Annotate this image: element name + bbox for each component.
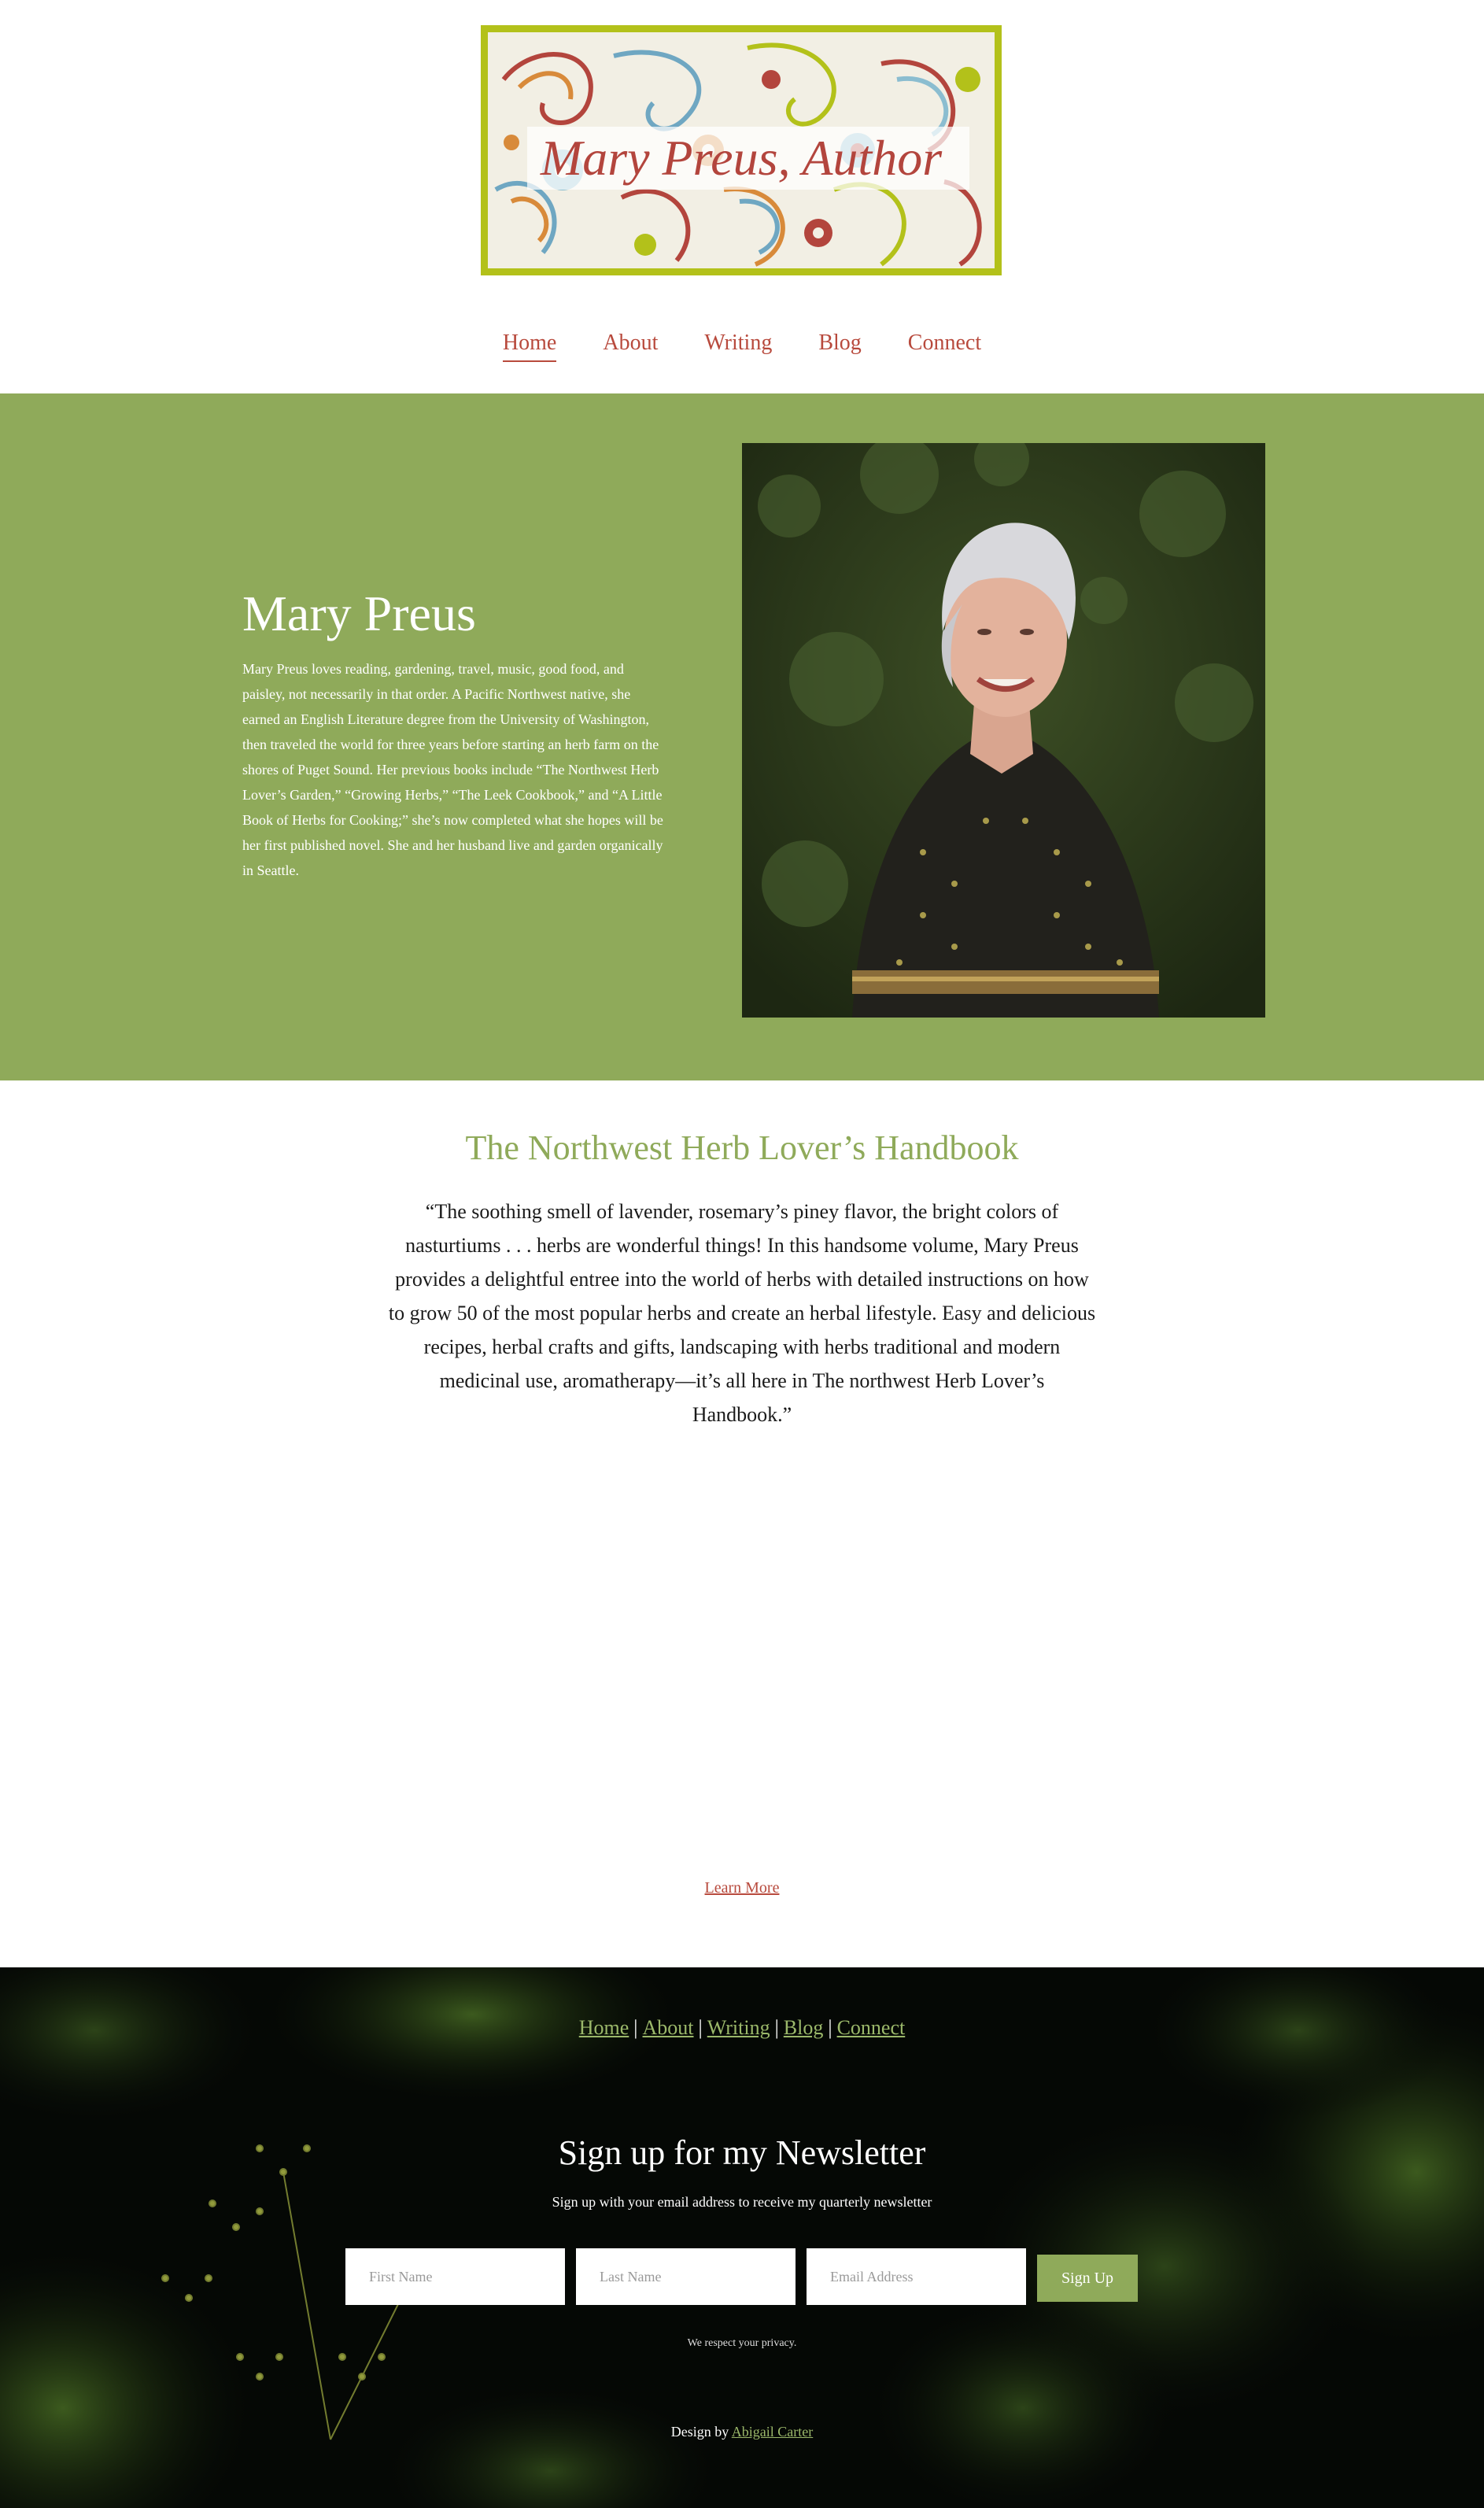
author-hero — [0, 393, 1484, 1080]
author-bio: Mary Preus loves reading, gardening, travel, music, good food, and paisley, not necessarily in that order. A Pacific Northwest native, she earned an English Literature degree from the University of Washington, then traveled the world for three years before starting an herb farm on the shores of Puget Sound. Her previous books include “The Northwest Herb Lover’s Garden,” “Growing Herbs,” “The Leek Cookbook,” and “A Little Book of Herbs for Cooking;” she’s now completed what she hopes will be her first published novel. She and her husband live and garden organically in Seattle. — [242, 661, 663, 878]
email-input[interactable] — [807, 2248, 1026, 2305]
newsletter-subtitle: Sign up with your email address to receive my quarterly newsletter — [552, 2194, 932, 2210]
privacy-note: We respect your privacy. — [687, 2337, 797, 2349]
footer-nav-about[interactable]: About — [642, 2016, 694, 2039]
site-header — [0, 0, 1484, 393]
learn-more-link[interactable]: Learn More — [704, 1879, 780, 1897]
main-nav — [0, 331, 1484, 362]
nav-item-about[interactable]: About — [603, 331, 659, 355]
nav-item-blog[interactable]: Blog — [818, 331, 862, 355]
footer-nav-separator: | — [698, 2016, 703, 2039]
portrait-image — [742, 443, 1265, 1018]
newsletter-title: Sign up for my Newsletter — [558, 2133, 926, 2172]
author-name: Mary Preus — [242, 585, 476, 641]
first-name-input[interactable] — [345, 2248, 565, 2305]
nav-item-home[interactable]: Home — [503, 331, 556, 362]
nav-item-connect[interactable]: Connect — [907, 331, 982, 355]
learn-more-wrap — [0, 1879, 1484, 1897]
footer-nav — [0, 2016, 1484, 2040]
footer-nav-separator: | — [774, 2016, 779, 2039]
design-credit — [0, 2424, 1484, 2440]
footer-nav-separator: | — [633, 2016, 638, 2039]
site-logo[interactable] — [481, 25, 1002, 275]
footer-nav-blog[interactable]: Blog — [783, 2016, 824, 2039]
last-name-input[interactable] — [576, 2248, 796, 2305]
logo-title[interactable]: Mary Preus, Author — [540, 130, 943, 186]
nav-item-writing[interactable]: Writing — [704, 331, 773, 355]
book-section — [0, 1080, 1484, 1967]
sign-up-button[interactable]: Sign Up — [1037, 2255, 1138, 2302]
site-footer — [0, 1967, 1484, 2508]
book-quote: “The soothing smell of lavender, rosemary’s piney flavor, the bright colors of nasturtiums . . . herbs are wonderful things! In this handsome volume, Mary Preus provides a delightful entree into the world of herbs with detailed instructions on how to grow 50 of the most popular herbs and create an herbal lifestyle. Easy and delicious recipes, herbal crafts and gifts, landscaping with herbs traditional and modern medicinal use, aromatherapy—it’s all here in The northwest Herb Lover’s Handbook.” — [388, 1200, 1096, 1426]
author-portrait — [742, 443, 1265, 1018]
book-title: The Northwest Herb Lover’s Handbook — [465, 1128, 1019, 1167]
credit-prefix: Design by — [670, 2424, 729, 2440]
footer-nav-writing[interactable]: Writing — [707, 2016, 770, 2039]
footer-nav-home[interactable]: Home — [578, 2016, 629, 2039]
designer-link[interactable]: Abigail Carter — [731, 2424, 814, 2440]
footer-nav-connect[interactable]: Connect — [836, 2016, 906, 2039]
footer-nav-separator: | — [828, 2016, 832, 2039]
